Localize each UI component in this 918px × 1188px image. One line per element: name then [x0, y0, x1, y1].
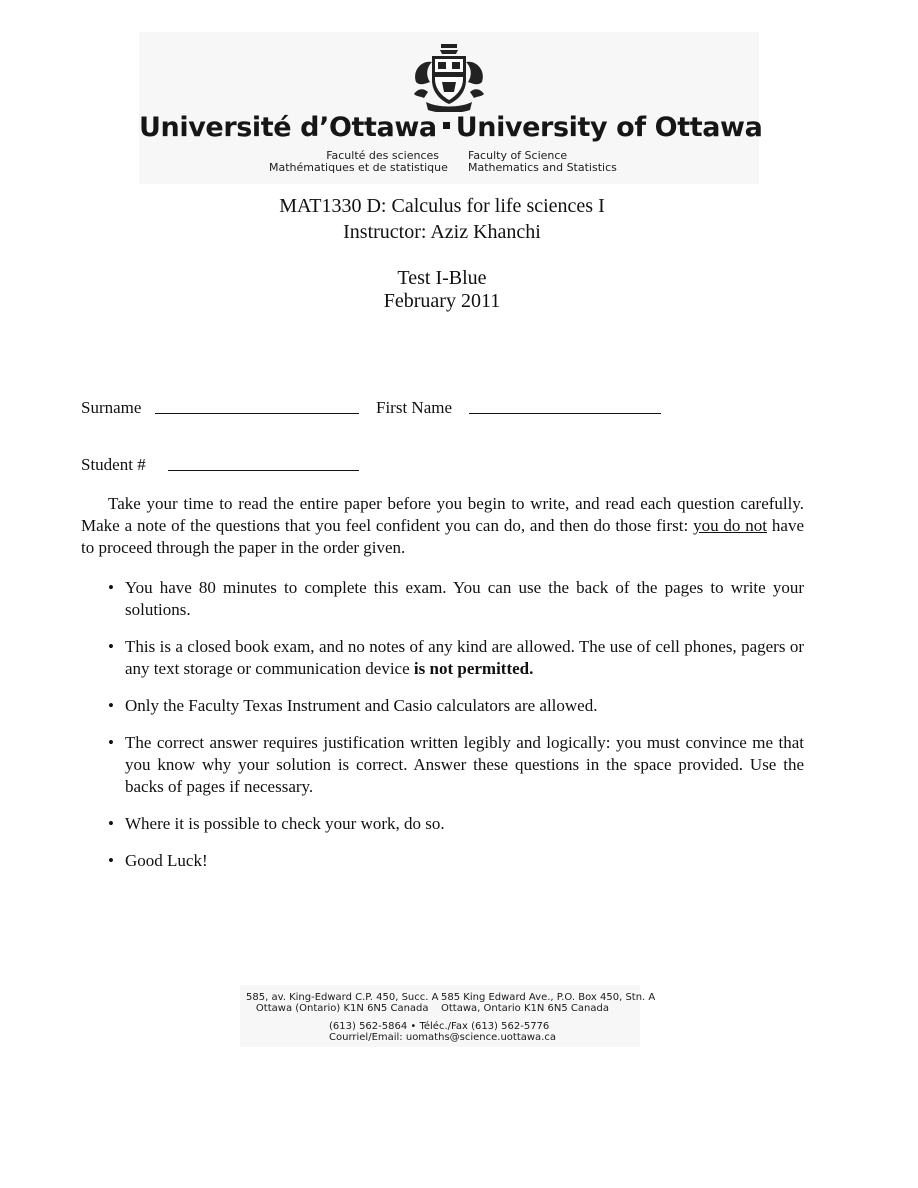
bullet-icon: •: [108, 696, 114, 715]
list-item: [81, 577, 804, 621]
contact-info: [329, 1021, 556, 1043]
list-item: [81, 732, 804, 798]
course-title: MAT1330 D: Calculus for life sciences I: [279, 195, 605, 217]
exam-rules-list: [81, 577, 804, 887]
email-address: Courriel/Email: uomaths@science.uottawa.ca: [329, 1032, 556, 1043]
university-name-en: University of Ottawa: [455, 112, 763, 143]
separator-dot: [443, 122, 450, 129]
test-date: February 2011: [383, 290, 501, 312]
rule-text: Good Luck!: [125, 851, 208, 870]
address-fr-line2: Ottawa (Ontario) K1N 6N5 Canada: [255, 1003, 429, 1014]
address-en: [441, 992, 655, 1014]
faculty-name-fr: [269, 149, 448, 174]
intro-underlined-text: you do not: [693, 516, 768, 535]
instructions-paragraph: [81, 493, 804, 559]
rule-text: Only the Faculty Texas Instrument and Casio calculators are allowed.: [125, 696, 598, 715]
faculty-en-line2: Mathematics and Statistics: [468, 161, 617, 174]
student-number-field[interactable]: [168, 470, 359, 471]
footer-address-block: [240, 985, 656, 1047]
university-name-fr: Université d’Ottawa: [139, 112, 437, 143]
list-item: [81, 695, 804, 717]
rule-bold-text: is not permitted.: [413, 659, 534, 678]
instructor-name: Instructor: Aziz Khanchi: [343, 221, 541, 243]
address-en-line1: 585 King Edward Ave., P.O. Box 450, Stn. A: [441, 992, 656, 1003]
list-item: [81, 813, 804, 835]
student-number-label: Student #: [81, 455, 146, 474]
bullet-icon: •: [108, 733, 114, 752]
faculty-name-en: [468, 150, 617, 174]
rule-text: Where it is possible to check your work, do so.: [125, 814, 445, 833]
university-name: [139, 112, 763, 143]
first-name-field[interactable]: [469, 413, 661, 414]
surname-label: Surname: [81, 398, 142, 417]
intro-text-end: have to proceed through the paper in the order given.: [81, 516, 804, 557]
intro-text-start: Take your time to read the entire paper before you begin to write, and read each question carefully. Make a note of the questions that you feel confident you can do, and then do those first:: [81, 494, 804, 535]
faculty-fr-line1: Faculté des sciences: [326, 149, 439, 162]
bullet-icon: •: [108, 851, 114, 870]
bullet-icon: •: [108, 637, 114, 656]
bullet-icon: •: [108, 814, 114, 833]
faculty-en-line1: Faculty of Science: [468, 149, 568, 162]
rule-text: This is a closed book exam, and no notes of any kind are allowed. The use of cell phones, pagers or any text storage or communication device: [125, 637, 804, 678]
address-fr-line1: 585, av. King-Edward C.P. 450, Succ. A: [246, 992, 439, 1003]
test-name: Test I-Blue: [397, 267, 487, 289]
address-en-line2: Ottawa, Ontario K1N 6N5 Canada: [441, 1003, 609, 1014]
list-item: [81, 850, 804, 872]
list-item: [81, 636, 804, 680]
rule-text: The correct answer requires justification written legibly and logically: you must convince me that you know why your solution is correct. Answer these questions in the space provided. Use the backs of pages if necessary.: [125, 733, 804, 796]
faculty-fr-line2: Mathématiques et de statistique: [269, 161, 448, 174]
address-fr: [246, 992, 438, 1014]
rule-text: You have 80 minutes to complete this exam. You can use the back of the pages to write your solutions.: [125, 578, 804, 619]
surname-field[interactable]: [155, 413, 359, 414]
first-name-label: First Name: [376, 398, 453, 417]
letterhead: [139, 32, 763, 184]
university-crest-logo: [410, 42, 488, 112]
bullet-icon: •: [108, 578, 114, 597]
phone-fax: (613) 562-5864 • Téléc./Fax (613) 562-5776: [329, 1021, 550, 1032]
